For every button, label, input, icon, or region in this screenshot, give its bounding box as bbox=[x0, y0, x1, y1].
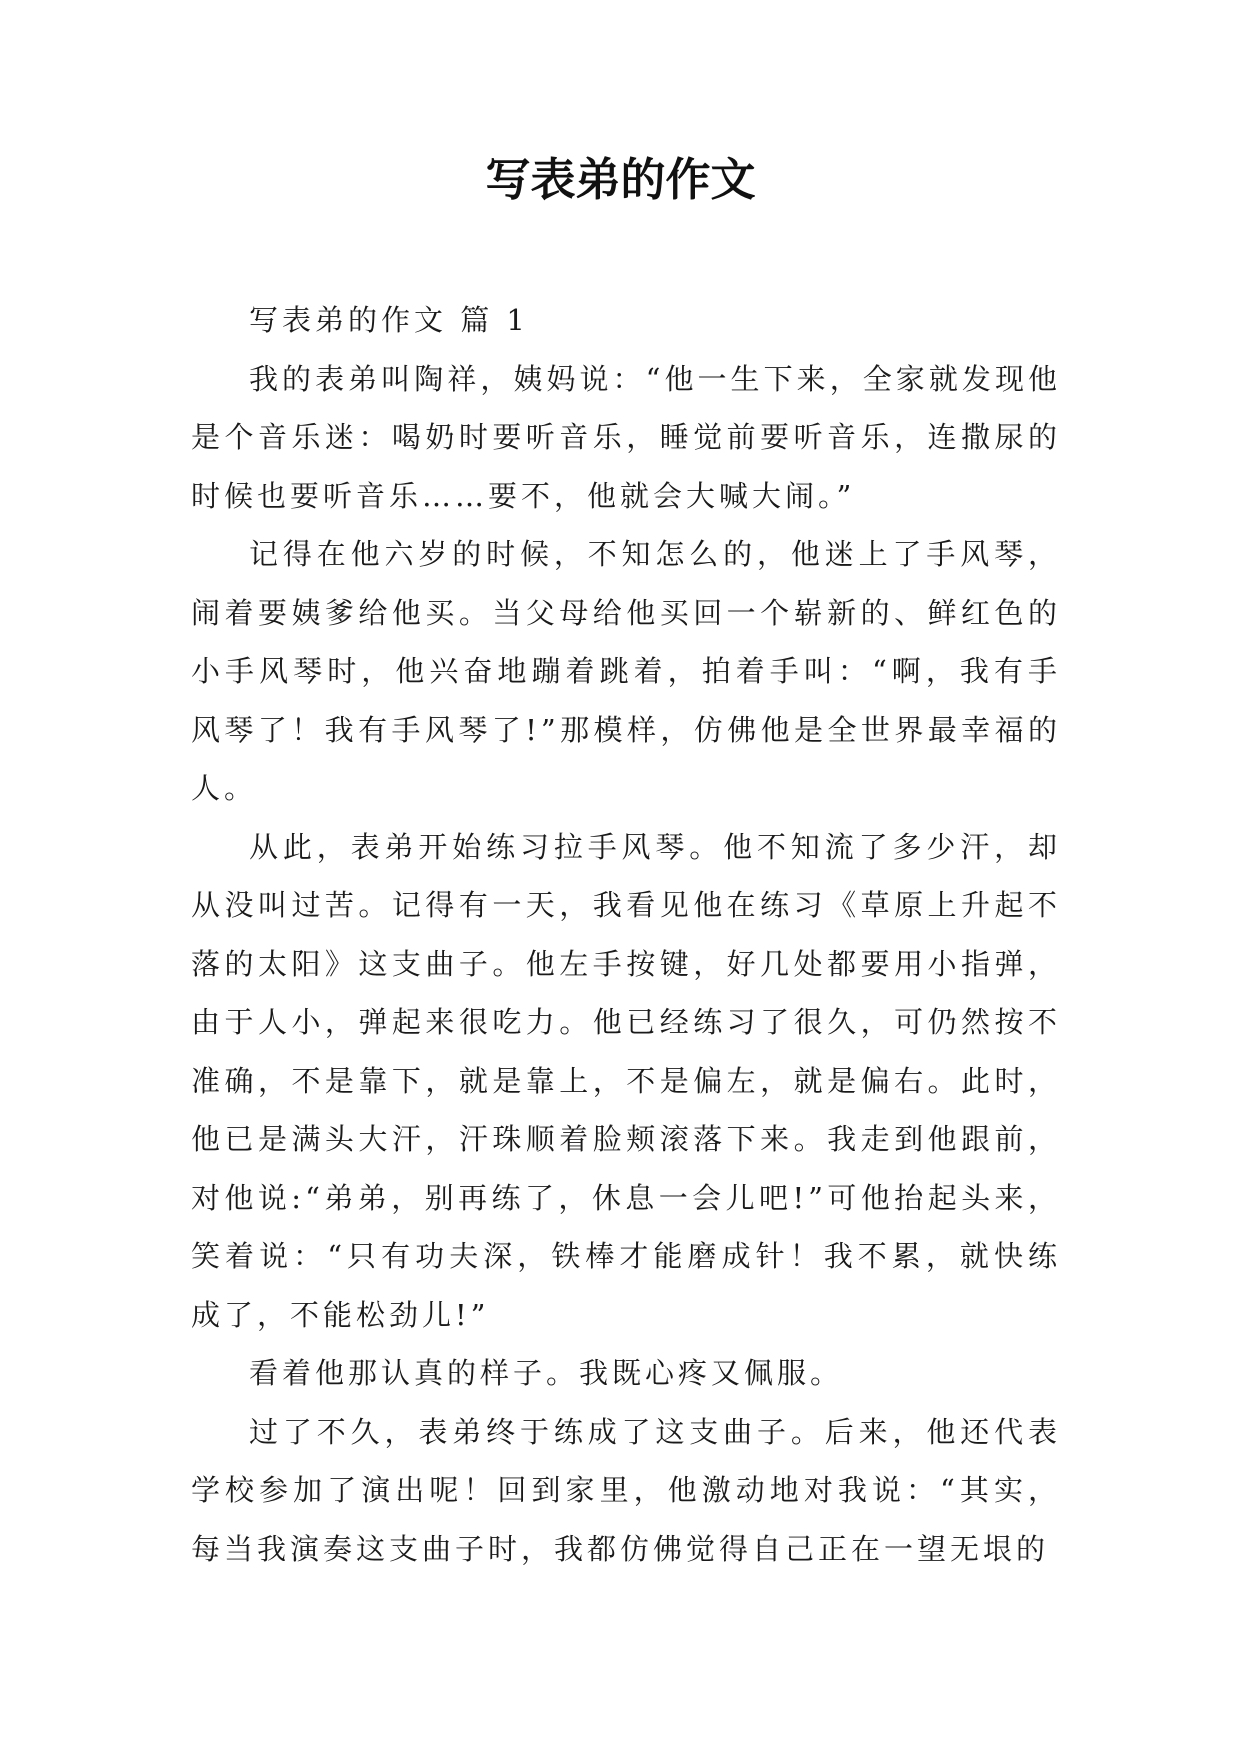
document-body bbox=[191, 291, 1061, 1578]
paragraph: 看着他那认真的样子。我既心疼又佩服。 bbox=[249, 1356, 844, 1390]
paragraph: 过了不久，表弟终于练成了这支曲子。后来，他还代表学校参加了演出呢！回到家里，他激动地对我说：“其实，每当我演奏这支曲子时，我都仿佛觉得自己正在一望无垠的 bbox=[191, 1414, 1061, 1566]
paragraph: 记得在他六岁的时候，不知怎么的，他迷上了手风琴，闹着要姨爹给他买。当父母给他买回一个崭新的、鲜红色的小手风琴时，他兴奋地蹦着跳着，拍着手叫：“啊，我有手风琴了！我有手风琴了!”那模样，仿佛他是全世界最幸福的人。 bbox=[191, 537, 1061, 805]
paragraph: 从此，表弟开始练习拉手风琴。他不知流了多少汗，却从没叫过苦。记得有一天，我看见他在练习《草原上升起不落的太阳》这支曲子。他左手按键，好几处都要用小指弹，由于人小，弹起来很吃力。他已经练习了很久，可仍然按不准确，不是靠下，就是靠上，不是偏左，就是偏右。此时，他已是满头大汗，汗珠顺着脸颊滚落下来。我走到他跟前，对他说:“弟弟，别再练了，休息一会儿吧!”可他抬起头来，笑着说：“只有功夫深，铁棒才能磨成针！我不累，就快练成了，不能松劲儿!” bbox=[191, 829, 1061, 1332]
paragraph: 我的表弟叫陶祥，姨妈说：“他一生下来，全家就发现他是个音乐迷：喝奶时要听音乐，睡觉前要听音乐，连撒尿的时候也要听音乐……要不，他就会大喊大闹。” bbox=[191, 361, 1061, 513]
section-heading: 写表弟的作文 篇 1 bbox=[249, 303, 529, 337]
document-title: 写表弟的作文 bbox=[485, 153, 756, 206]
